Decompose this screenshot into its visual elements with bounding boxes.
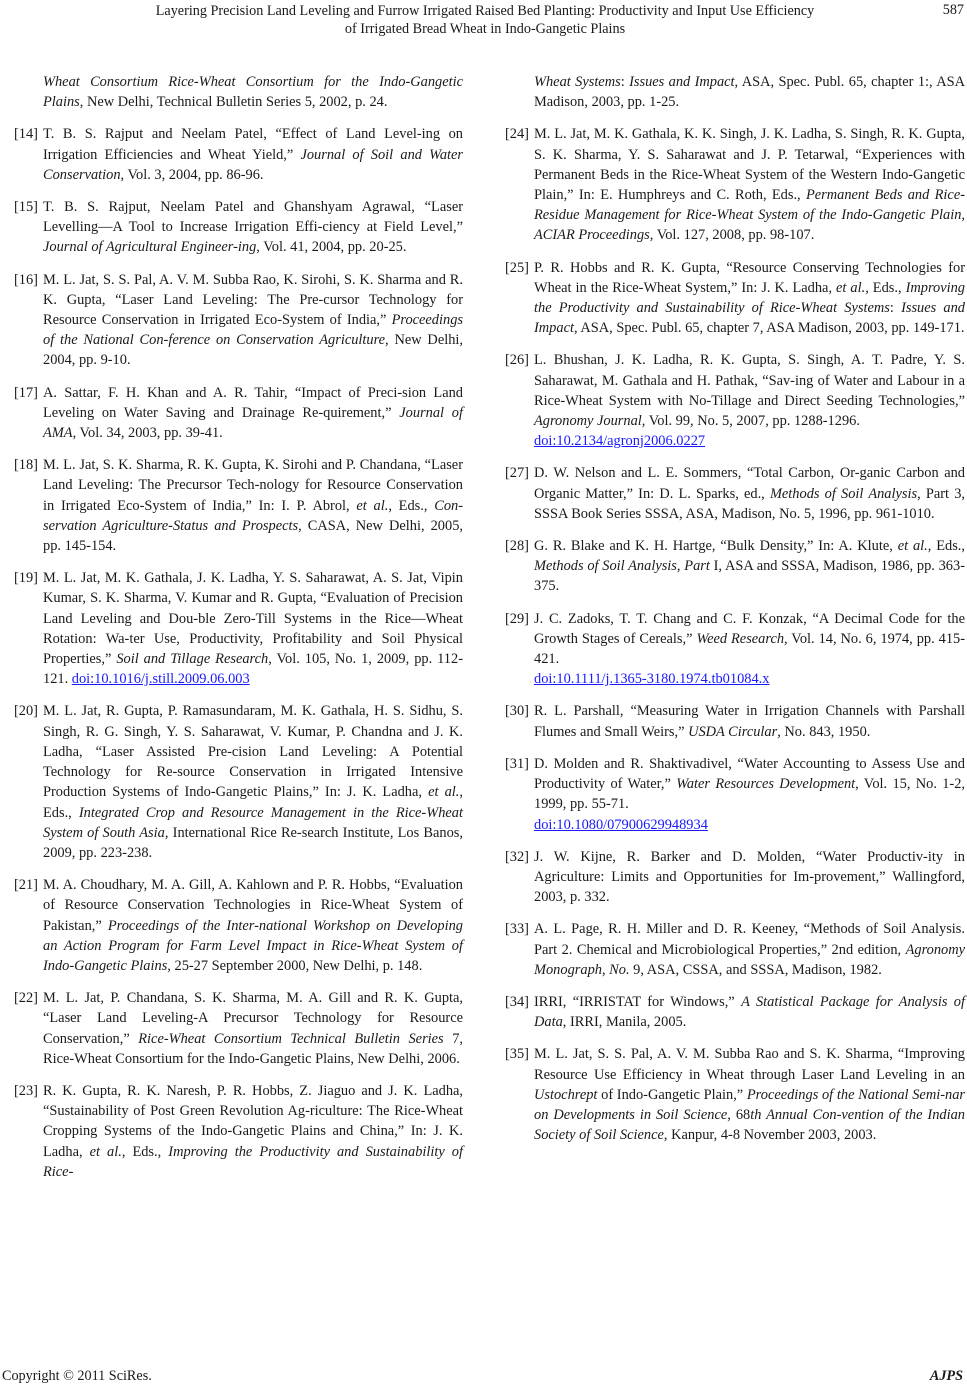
reference-entry — [14, 988, 463, 1069]
copyright-notice: Copyright © 2011 SciRes. — [2, 1368, 152, 1384]
reference-number: [14] — [14, 126, 38, 143]
reference-text: L. Bhushan, J. K. Ladha, R. K. Gupta, S. Singh, A. T. Padre, Y. S. Saharawat, M. Gathala and H. Pathak, “Sav-ing of Water and Labour in a Rice-Wheat System with No-Tillage and Direct Seeding Technologies,” Agronomy Journal, Vol. 99, No. 5, 2007, pp. 1288-1296. doi:10.2134/agronj2006.0227 — [534, 352, 965, 450]
reference-entry — [505, 609, 965, 690]
running-header — [40, 2, 930, 38]
reference-text: D. W. Nelson and L. E. Sommers, “Total Carbon, Or-ganic Carbon and Organic Matter,” In: D. L. Sparks, ed., Methods of Soil Analysis, Part 3, SSSA Book Series SSSA, ASA, Madison, No. 5, 1996, pp. 961-1010. — [534, 465, 965, 522]
reference-number: [29] — [505, 610, 529, 627]
reference-text: A. L. Page, R. H. Miller and D. R. Keeney, “Methods of Soil Analysis. Part 2. Chemical and Microbiological Properties,” 2nd edition, Agronomy Monograph, No. 9, ASA, CSSA, and SSSA, Madison, 1982. — [534, 921, 965, 978]
reference-entry — [505, 754, 965, 835]
reference-number: [33] — [505, 921, 529, 938]
reference-number: [34] — [505, 993, 529, 1010]
reference-continuation: Wheat Systems: Issues and Impact, ASA, Spec. Publ. 65, chapter 1:, ASA Madison, 2003, pp. 1-25. — [534, 74, 965, 111]
reference-entry — [505, 1044, 965, 1145]
reference-number: [23] — [14, 1082, 38, 1099]
reference-number: [15] — [14, 199, 38, 216]
reference-text: R. K. Gupta, R. K. Naresh, P. R. Hobbs, Z. Jiaguo and J. K. Ladha, “Sustainability of Post Green Revolution Ag-riculture: The Rice-Wheat Cropping Systems of the Indo-Gangetic Plains and China,” In: J. K. Ladha, et al., Eds., Improving the Productivity and Sustainability of Rice- — [43, 1082, 463, 1180]
reference-entry — [505, 992, 965, 1032]
reference-number: [31] — [505, 755, 529, 772]
reference-entry — [14, 124, 463, 185]
reference-text: M. L. Jat, P. Chandana, S. K. Sharma, M. A. Gill and R. K. Gupta, “Laser Land Leveling-A Precursor Technology for Resource Conservation,” Rice-Wheat Consortium Technical Bulletin Series 7, Rice-Wheat Consortium for the Indo-Gangetic Plains, New Delhi, 2006. — [43, 990, 464, 1067]
reference-text: M. L. Jat, M. K. Gathala, J. K. Ladha, Y. S. Saharawat, A. S. Jat, Vipin Kumar, S. K. Sharma, V. Kumar and R. Gupta, “Evaluation of Precision Land Leveling and Dou-ble Zero-Till Systems in the Rice―Wheat Rotation: Wa-ter Use, Productivity, Profitability and Soil Physical Properties,” Soil and Tillage Research, Vol. 105, No. 1, 2009, pp. 112-121. doi:10.1016/j.still.2009.06.003 — [43, 570, 463, 688]
reference-number: [22] — [14, 990, 38, 1007]
reference-entry — [505, 350, 965, 451]
reference-text: T. B. S. Rajput and Neelam Patel, “Effect of Land Level-ing on Irrigation Efficiencies and Wheat Yield,” Journal of Soil and Water Conservation, Vol. 3, 2004, pp. 86-96. — [43, 126, 463, 183]
reference-entry — [14, 197, 463, 258]
reference-text: M. L. Jat, S. K. Sharma, R. K. Gupta, K. Sirohi and P. Chandana, “Laser Land Leveling: The Precursor Tech-nology for Resource Conservation in Irrigated Eco-System of India,” In: I. P. Abrol, et al., Eds., Con-servation Agriculture-Status and Prospects, CASA, New Delhi, 2005, pp. 145-154. — [43, 457, 464, 555]
doi-link[interactable]: doi:10.1111/j.1365-3180.1974.tb01084.x — [534, 671, 770, 688]
reference-entry — [14, 1081, 463, 1182]
reference-number: [32] — [505, 848, 529, 865]
reference-number: [19] — [14, 570, 38, 587]
reference-text: A. Sattar, F. H. Khan and A. R. Tahir, “Impact of Preci-sion Land Leveling on Water Saving and Drainage Re-quirement,” Journal of AMA, Vol. 34, 2003, pp. 39-41. — [43, 384, 463, 442]
reference-number: [27] — [505, 465, 529, 482]
reference-text: D. Molden and R. Shaktivadivel, “Water Accounting to Assess Use and Productivity of Water,” Water Resources Development, Vol. 15, No. 1-2, 1999, pp. 55-71. doi:10.1080/07900629948934 — [534, 755, 965, 833]
reference-text: M. L. Jat, S. S. Pal, A. V. M. Subba Rao and S. K. Sharma, “Improving Resource Use Efficiency in Wheat through Laser Land Leveling in an Ustochrept of Indo-Gangetic Plain,” Proceedings of the National Semi-nar on Developments in Soil Science, 68th Annual Con-vention of the Indian Society of Soil Science, Kanpur, 4-8 November 2003, 2003. — [534, 1046, 965, 1144]
reference-entry — [14, 701, 463, 863]
header-title-line-2: of Irrigated Bread Wheat in Indo-Gangetic Plains — [344, 21, 626, 37]
header-title-line-1: Layering Precision Land Leveling and Furrow Irrigated Raised Bed Planting: Productivity and Input Use Efficiency — [155, 3, 815, 19]
reference-number: [25] — [505, 259, 529, 276]
reference-entry — [505, 463, 965, 524]
reference-number: [17] — [14, 384, 38, 401]
reference-continuation: Wheat Consortium Rice-Wheat Consortium for the Indo-Gangetic Plains, New Delhi, Technical Bulletin Series 5, 2002, p. 24. — [43, 74, 463, 111]
reference-entry — [14, 270, 463, 371]
reference-entry — [505, 847, 965, 908]
reference-text: M. A. Choudhary, M. A. Gill, A. Kahlown and P. R. Hobbs, “Evaluation of Resource Conservation Technologies in Rice-Wheat System of Pakistan,” Proceedings of the Inter-national Workshop on Developing an Action Program for Farm Level Impact in Rice-Wheat System of Indo-Gangetic Plains, 25-27 September 2000, New Delhi, p. 148. — [43, 877, 463, 974]
left-column — [14, 72, 463, 1194]
reference-text: P. R. Hobbs and R. K. Gupta, “Resource Conserving Technologies for Wheat in the Rice-Wheat System,” In: J. K. Ladha, et al., Eds., Improving the Productivity and Sustainability of Rice-Wheat Systems: Issues and Impact, ASA, Spec. Publ. 65, chapter 7, ASA Madison, 2003, pp. 149-171. — [534, 259, 966, 337]
reference-text: IRRI, “IRRISTAT for Windows,” A Statistical Package for Analysis of Data, IRRI, Manila, 2005. — [534, 993, 965, 1031]
reference-number: [28] — [505, 538, 529, 555]
reference-list-left — [14, 124, 463, 1182]
journal-abbreviation: AJPS — [929, 1368, 963, 1384]
reference-entry — [505, 701, 965, 741]
reference-entry — [505, 536, 965, 597]
reference-text: M. L. Jat, M. K. Gathala, K. K. Singh, J. K. Ladha, S. Singh, R. K. Gupta, S. K. Sharma, Y. S. Saharawat and J. P. Tetarwal, “Experiences with Permanent Beds in the Rice-Wheat System of the Western Indo-Gangetic Plain,” In: E. Humphreys and C. Roth, Eds., Permanent Beds and Rice-Residue Management for Rice-Wheat System of the Indo-Gangetic Plain, ACIAR Proceedings, Vol. 127, 2008, pp. 98-107. — [534, 126, 965, 244]
reference-entry — [505, 258, 965, 339]
doi-link[interactable]: doi:10.1016/j.still.2009.06.003 — [71, 671, 250, 688]
reference-number: [24] — [505, 126, 529, 143]
reference-number: [21] — [14, 877, 38, 894]
page-number: 587 — [942, 2, 964, 18]
reference-text: J. C. Zadoks, T. T. Chang and C. F. Konzak, “A Decimal Code for the Growth Stages of Cereals,” Weed Research, Vol. 14, No. 6, 1974, pp. 415-421. doi:10.1111/j.1365-3180.1974.tb01084.x — [534, 610, 965, 688]
reference-entry — [14, 875, 463, 976]
reference-entry — [505, 124, 965, 245]
reference-text: M. L. Jat, R. Gupta, P. Ramasundaram, M. K. Gathala, H. S. Sidhu, S. Singh, R. G. Singh, Y. S. Saharawat, V. Kumar, P. Chandna and J. K. Ladha, “Laser Assisted Pre-cision Land Leveling: A Potential Technology for Re-source Conservation in Irrigated Intensive Production Systems of Indo-Gangetic Plains,” In: J. K. Ladha, et al., Eds., Integrated Crop and Resource Management in the Rice-Wheat System of South Asia, International Rice Re-search Institute, Los Banos, 2009, pp. 223-238. — [43, 703, 463, 861]
reference-number: [20] — [14, 703, 38, 720]
reference-entry — [14, 383, 463, 444]
doi-link[interactable]: doi:10.1080/07900629948934 — [534, 816, 708, 833]
reference-text: J. W. Kijne, R. Barker and D. Molden, “Water Productiv-ity in Agriculture: Limits and Opportunities for Im-provement,” Wallingford, 2003, p. 332. — [534, 848, 965, 906]
reference-number: [18] — [14, 457, 38, 474]
reference-entry — [505, 919, 965, 980]
reference-text: R. L. Parshall, “Measuring Water in Irrigation Channels with Parshall Flumes and Small Weirs,” USDA Circular, No. 843, 1950. — [534, 703, 965, 740]
reference-entry — [14, 455, 463, 556]
reference-text: G. R. Blake and K. H. Hartge, “Bulk Density,” In: A. Klute, et al., Eds., Methods of Soil Analysis, Part I, ASA and SSSA, Madison, 1986, pp. 363-375. — [534, 538, 966, 595]
reference-text: M. L. Jat, S. S. Pal, A. V. M. Subba Rao, K. Sirohi, S. K. Sharma and R. K. Gupta, “Laser Land Leveling: The Pre-cursor Technology for Resource Conservation in Irrigated Eco-System of India,” Proceedings of the National Con-ference on Conservation Agriculture, New Delhi, 2004, pp. 9-10. — [43, 271, 463, 369]
reference-number: [30] — [505, 703, 529, 720]
reference-number: [26] — [505, 352, 529, 369]
reference-entry — [14, 568, 463, 689]
doi-link[interactable]: doi:10.2134/agronj2006.0227 — [534, 433, 706, 450]
right-column — [505, 72, 965, 1157]
reference-number: [35] — [505, 1046, 529, 1063]
reference-list-right — [505, 124, 965, 1145]
reference-number: [16] — [14, 271, 38, 288]
reference-text: T. B. S. Rajput, Neelam Patel and Ghanshyam Agrawal, “Laser Levelling―A Tool to Increase Irrigation Effi-ciency at Field Level,” Journal of Agricultural Engineer-ing, Vol. 41, 2004, pp. 20-25. — [43, 199, 463, 256]
